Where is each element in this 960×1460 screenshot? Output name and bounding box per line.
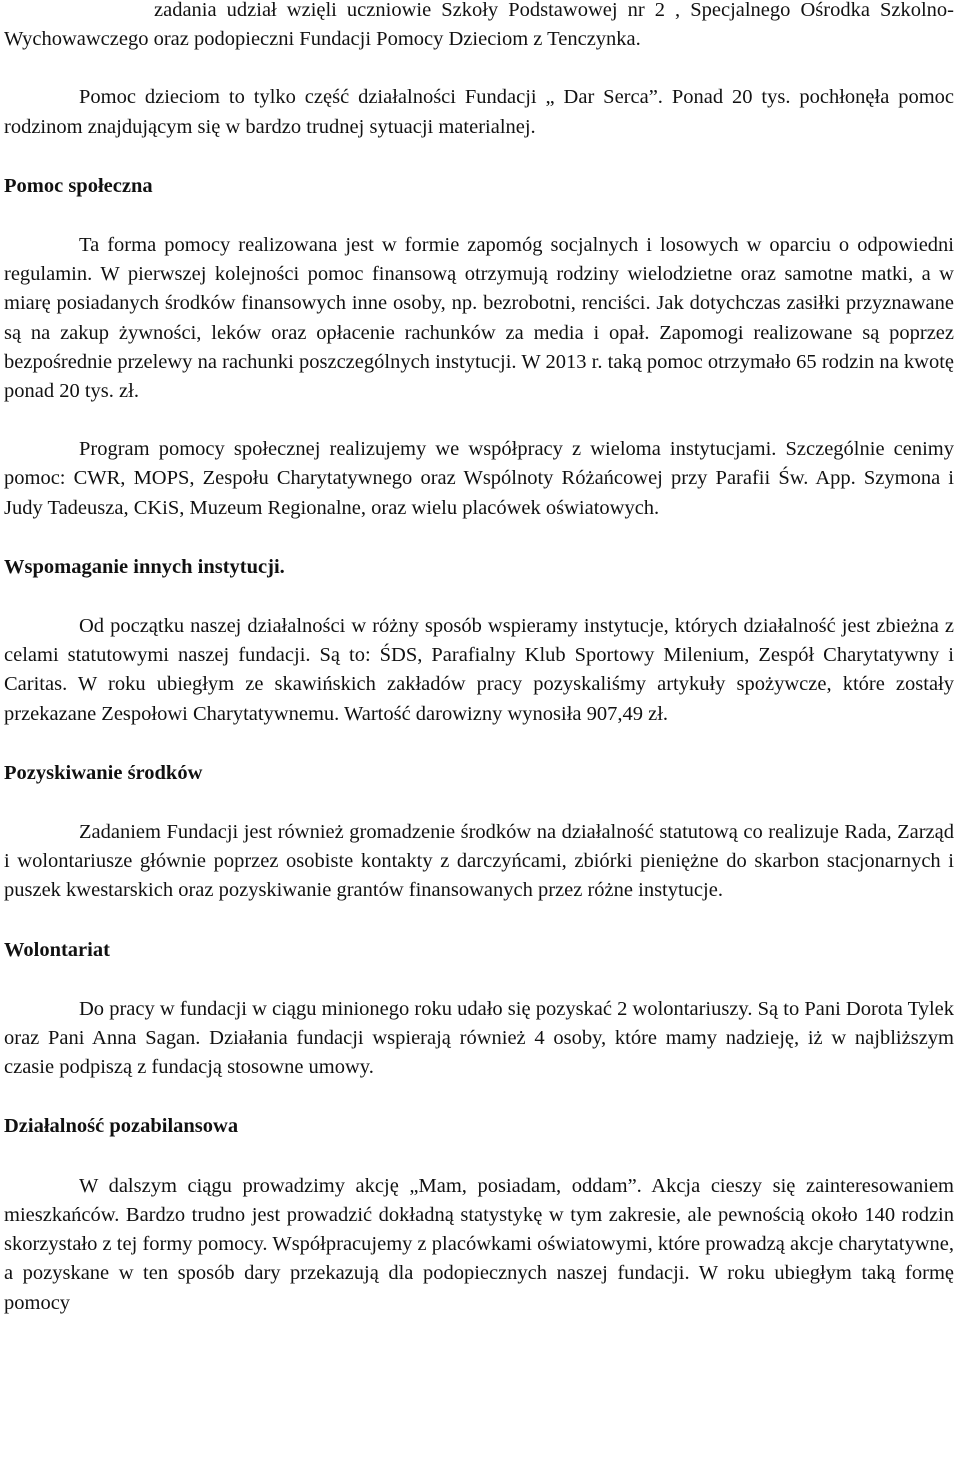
- spacer: [4, 906, 954, 936]
- volunteering-paragraph: Do pracy w fundacji w ciągu minionego roku udało się pozyskać 2 wolontariuszy. Są to Pani Dorota Tylek oraz Pani Anna Sagan. Działania fundacji wspierają również 4 osoby, które mamy nadzieję, iż w najbliższym czasie podpiszą z fundacją stosowne umowy.: [4, 997, 954, 1079]
- spacer: [4, 965, 954, 995]
- social-help-paragraph-2: Program pomocy społecznej realizujemy we współpracy z wieloma instytucjami. Szczególnie cenimy pomoc: CWR, MOPS, Zespołu Charytatywnego oraz Wspólnoty Różańcowej przy Parafii Św. App. Szymona i Judy Tadeusza, CKiS, Muzeum Regionalne, oraz wielu placówek oświatowych.: [4, 438, 954, 519]
- section-heading-supporting-institutions: Wspomaganie innych instytucji.: [4, 555, 285, 578]
- spacer: [4, 142, 954, 172]
- section-heading-non-balance-activity: Działalność pozabilansowa: [4, 1115, 239, 1138]
- spacer: [4, 523, 954, 553]
- spacer: [4, 582, 954, 612]
- help-children-paragraph: Pomoc dzieciom to tylko część działalności Fundacji „ Dar Serca”. Ponad 20 tys. pochłonęła pomoc rodzinom znajdującym się w bardzo trudnej sytuacji materialnej.: [4, 86, 954, 138]
- continued-paragraph: zadania udział wzięli uczniowie Szkoły Podstawowej nr 2 , Specjalnego Ośrodka Szkolno- Wychowawczego oraz podopieczni Fundacji Pomocy Dzieciom z Tenczynka.: [4, 0, 954, 51]
- spacer: [4, 406, 954, 435]
- non-balance-activity-paragraph: W dalszym ciągu prowadzimy akcję „Mam, posiadam, oddam”. Akcja cieszy się zainteresowaniem mieszkańców. Bardzo trudno jest prowadzić dokładną statystykę w tym zakresie, ale pewnością około 140 rodzin skorzystało z tej formy pomocy. Współpracujemy z placówkami oświatowymi, które prowadzą akcje charytatywne, a pozyskane w ten sposób dary przekazują dla podopiecznych naszej fundacji. W roku ubiegłym taką formę pomocy: [4, 1174, 954, 1314]
- spacer: [4, 1082, 954, 1112]
- section-heading-social-help: Pomoc społeczna: [4, 174, 153, 197]
- spacer: [4, 729, 954, 759]
- supporting-institutions-paragraph: Od początku naszej działalności w różny sposób wspieramy instytucje, których działalność jest zbieżna z celami statutowymi naszej fundacji. Są to: ŚDS, Parafialny Klub Sportowy Milenium, Zespół Charytatywny i Caritas. W roku ubiegłym ze skawińskich zakładów pracy pozyskaliśmy artykuły spożywcze, które zostały przekazane Zespołowi Charytatywnemu. Wartość darowizny wynosiła 907,49 zł.: [4, 615, 954, 725]
- fundraising-paragraph: Zadaniem Fundacji jest również gromadzenie środków na działalność statutową co realizuje Rada, Zarząd i wolontariusze głównie poprzez osobiste kontakty z darczyńcami, zbiórki pieniężne do skarbon stacjonarnych i puszek kwestarskich oraz pozyskiwanie grantów finansowanych przez różne instytucje.: [4, 821, 954, 902]
- social-help-paragraph-1: Ta forma pomocy realizowana jest w formie zapomóg socjalnych i losowych w oparciu o odpowiedni regulamin. W pierwszej kolejności pomoc finansową otrzymują rodziny wielodzietne oraz samotne matki, a w miarę posiadanych środków finansowych inne osoby, np. bezrobotni, renciści. Jak dotychczas zasiłki przyznawane są na zakup żywności, leków oraz opłacenie rachunków za media i opał. Zapomogi realizowane są poprzez bezpośrednie przelewy na rachunki poszczególnych instytucji. W 2013 r. taką pomoc otrzymało 65 rodzin na kwotę ponad 20 tys. zł.: [4, 234, 954, 403]
- spacer: [4, 1142, 954, 1172]
- section-heading-volunteering: Wolontariat: [4, 938, 110, 961]
- spacer: [4, 788, 954, 818]
- spacer: [4, 201, 954, 231]
- spacer: [4, 54, 954, 83]
- section-heading-fundraising: Pozyskiwanie środków: [4, 761, 203, 784]
